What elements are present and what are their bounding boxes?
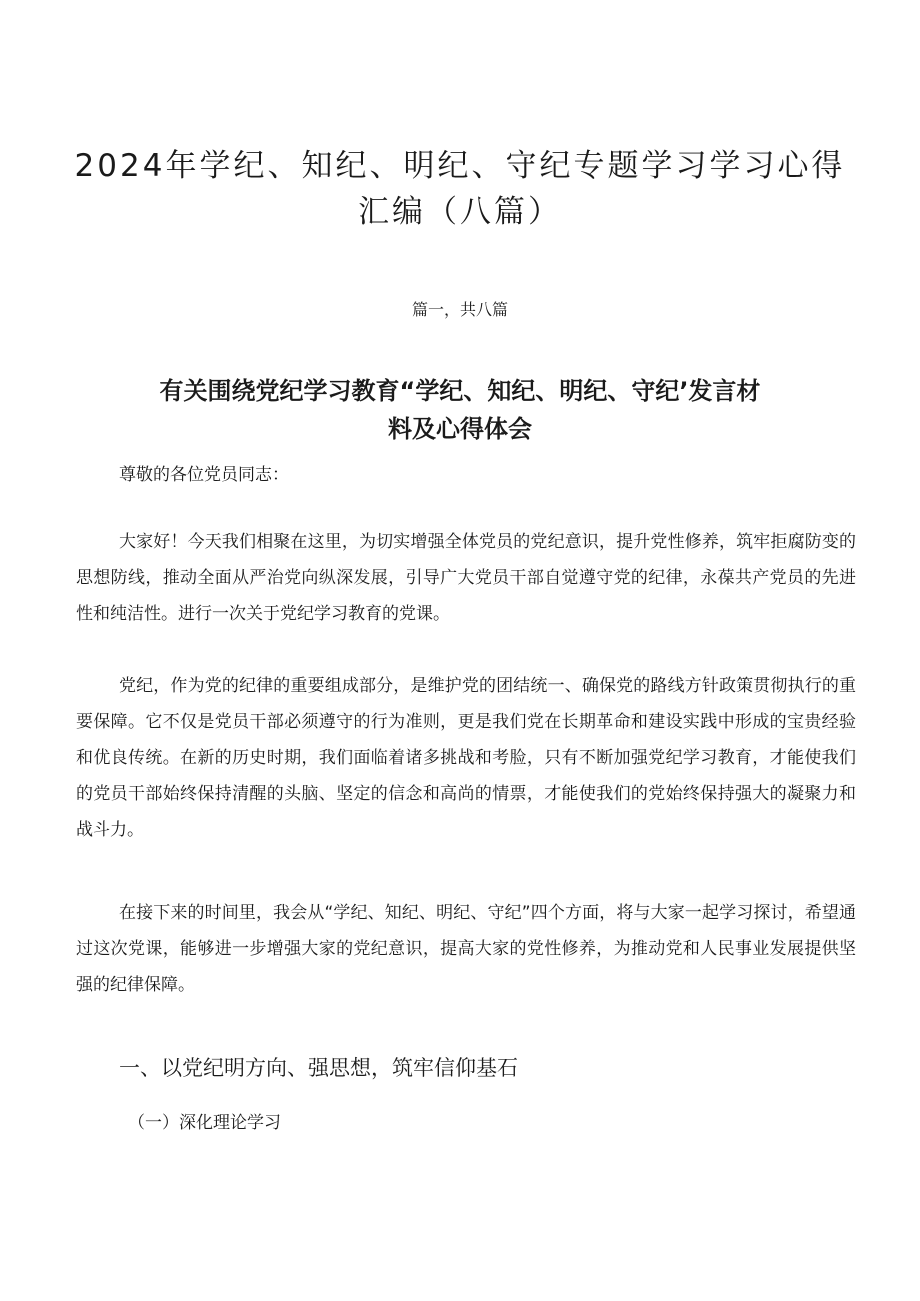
body-paragraph-2: 党纪，作为党的纪律的重要组成部分，是维护党的团结统一、确保党的路线方针政策贯彻执行的重要保障。它不仅是党员干部必须遵守的行为准则，更是我们党在长期革命和建设实践中形成的宝贵经验和优良传统。在新的历史时期，我们面临着诸多挑战和考脸，只有不断加强党纪学习教育，才能使我们的党员干部始终保持清醒的头脑、坚定的信念和高尚的情票，才能使我们的党始终保持强大的凝聚力和战斗力。 <box>76 676 856 840</box>
article-title <box>60 372 860 448</box>
subsection-heading: （一）深化理论学习 <box>128 1113 281 1133</box>
part-label: 篇一，共八篇 <box>411 300 508 319</box>
document-title-line-2: 汇编（八篇） <box>358 193 562 230</box>
document-title <box>60 143 860 235</box>
section-heading: 一、以党纪明方向、强思想，筑牢信仰基石 <box>119 1056 518 1080</box>
salutation: 尊敬的各位党员同志： <box>119 465 289 485</box>
article-title-line-1: 有关围绕党纪学习教育“学纪、知纪、明纪、守纪’发言材 <box>159 376 761 405</box>
article-title-line-2: 料及心得体会 <box>388 414 532 443</box>
document-title-line-1: 2024年学纪、知纪、明纪、守纪专题学习学习心得 <box>74 147 846 184</box>
body-paragraph-3: 在接下来的时间里，我会从“学纪、知纪、明纪、守纪”四个方面，将与大家一起学习探讨，希望通过这次党课，能够进一步增强大家的党纪意识，提高大家的党性修养，为推动党和人民事业发展提供坚强的纪律保障。 <box>76 903 856 995</box>
body-paragraph-1: 大家好！今天我们相聚在这里，为切实增强全体党员的党纪意识，提升党性修养，筑牢拒腐防变的思想防线，推动全面从严治党向纵深发展，引导广大党员干部自觉遵守党的纪律，永葆共产党员的先进性和纯洁性。进行一次关于党纪学习教育的党课。 <box>76 532 856 624</box>
